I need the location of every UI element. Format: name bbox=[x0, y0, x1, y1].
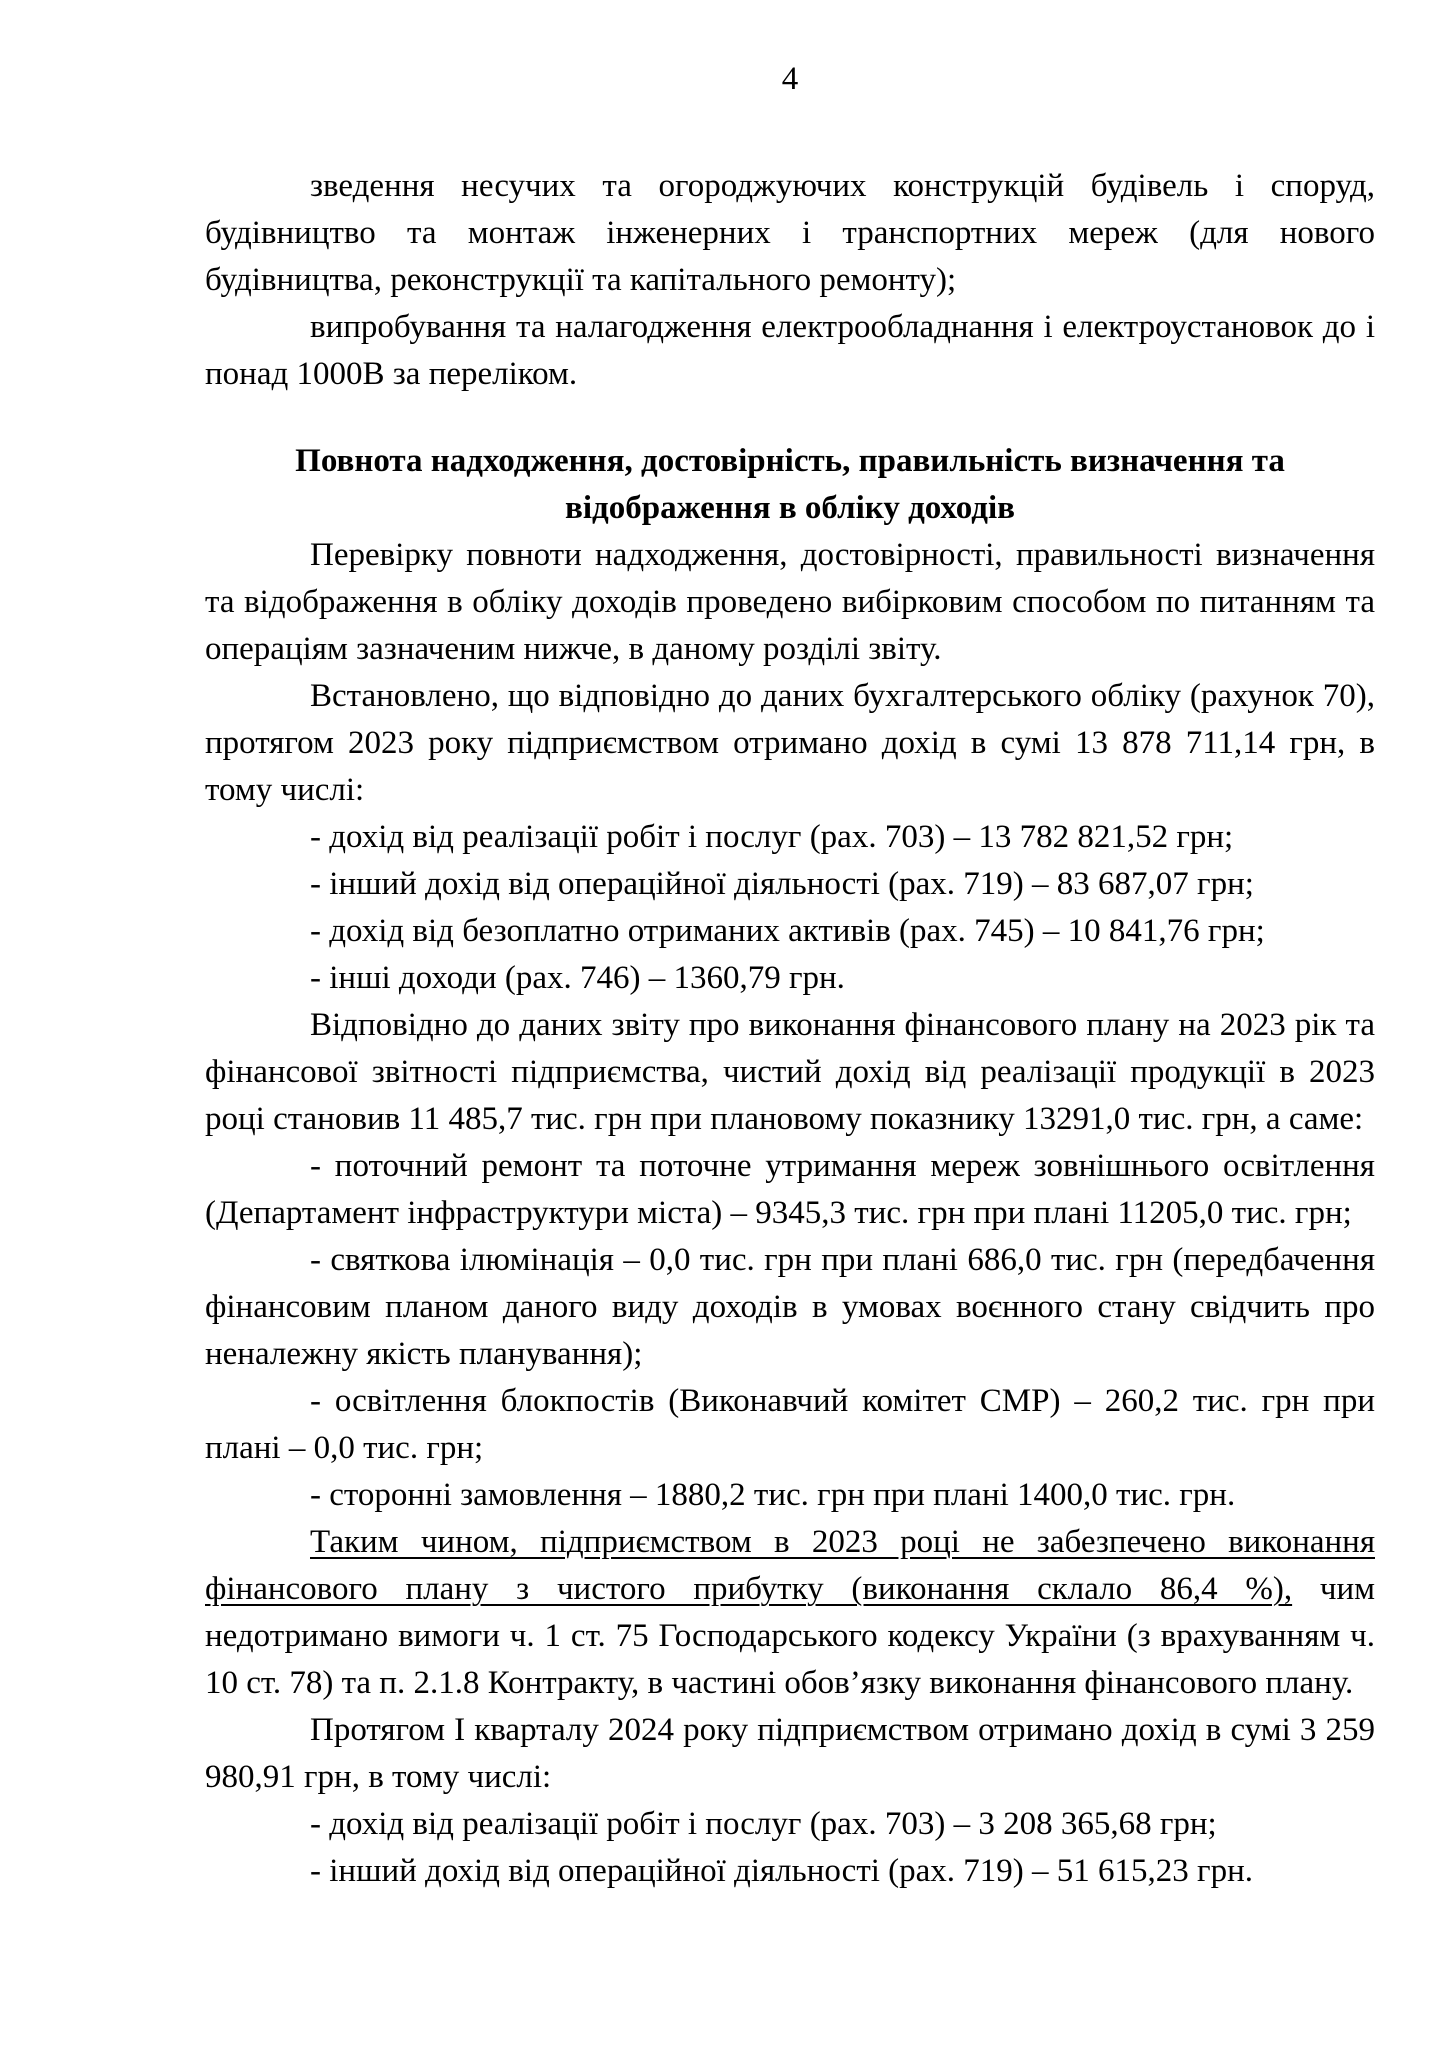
conclusion-underlined-text: Таким чином, підприємством в 2023 році не забезпечено виконання фінансового плану з чистого прибутку (виконання склало 86,4 %), bbox=[205, 1524, 1375, 1607]
list-item-income-719: - інший дохід від операційної діяльності (рах. 719) – 83 687,07 грн; bbox=[310, 866, 1254, 902]
paragraph-income-2024: Протягом І кварталу 2024 року підприємством отримано дохід в сумі 3 259 980,91 грн, в тому числі: bbox=[205, 1712, 1375, 1795]
list-item-income-746: - інші доходи (рах. 746) – 1360,79 грн. bbox=[310, 960, 845, 996]
list-item-plan-repair: - поточний ремонт та поточне утримання мереж зовнішнього освітлення (Департамент інфраструктури міста) – 9345,3 тис. грн при плані 11205,0 тис. грн; bbox=[205, 1148, 1375, 1231]
page-number: 4 bbox=[781, 61, 799, 97]
conclusion-rest-text: чим недотримано вимоги ч. 1 ст. 75 Господарського кодексу України (з врахуванням ч. 10 ст. 78) та п. 2.1.8 Контракту, в частині обов’язку виконання фінансового плану. bbox=[205, 1571, 1376, 1701]
list-item-plan-illumination: - святкова ілюмінація – 0,0 тис. грн при плані 686,0 тис. грн (передбачення фінансовим планом даного виду доходів в умовах воєнного стану свідчить про неналежну якість планування); bbox=[205, 1242, 1375, 1372]
paragraph-income-2023: Встановлено, що відповідно до даних бухгалтерського обліку (рахунок 70), протягом 2023 року підприємством отримано дохід в сумі 13 878 711,14 грн, в тому числі: bbox=[205, 678, 1375, 808]
paragraph-plan-2023: Відповідно до даних звіту про виконання фінансового плану на 2023 рік та фінансової звітності підприємства, чистий дохід від реалізації продукції в 2023 році становив 11 485,7 тис. грн при плановому показнику 13291,0 тис. грн, а саме: bbox=[205, 1007, 1375, 1137]
list-item-income-2024-703: - дохід від реалізації робіт і послуг (рах. 703) – 3 208 365,68 грн; bbox=[310, 1806, 1217, 1842]
list-item-plan-external-orders: - сторонні замовлення – 1880,2 тис. грн при плані 1400,0 тис. грн. bbox=[310, 1477, 1236, 1513]
section-heading: Повнота надходження, достовірність, правильність визначення та відображення в обліку доходів bbox=[295, 443, 1285, 526]
paragraph-method: Перевірку повноти надходження, достовірності, правильності визначення та відображення в обліку доходів проведено вибірковим способом по питанням та операціям зазначеним нижче, в даному розділі звіту. bbox=[205, 537, 1375, 667]
list-item-income-2024-719: - інший дохід від операційної діяльності (рах. 719) – 51 615,23 грн. bbox=[310, 1853, 1253, 1889]
paragraph-intro-testing: випробування та налагодження електрообладнання і електроустановок до і понад 1000В за переліком. bbox=[205, 309, 1375, 392]
list-item-income-703: - дохід від реалізації робіт і послуг (рах. 703) – 13 782 821,52 грн; bbox=[310, 819, 1234, 855]
list-item-plan-checkpoints: - освітлення блокпостів (Виконавчий комітет СМР) – 260,2 тис. грн при плані – 0,0 тис. грн; bbox=[205, 1383, 1375, 1466]
list-item-income-745: - дохід від безоплатно отриманих активів (рах. 745) – 10 841,76 грн; bbox=[310, 913, 1265, 949]
paragraph-conclusion bbox=[205, 1519, 1375, 1707]
paragraph-intro-construction: зведення несучих та огороджуючих конструкцій будівель і споруд, будівництво та монтаж інженерних і транспортних мереж (для нового будівництва, реконструкції та капітального ремонту); bbox=[205, 168, 1375, 298]
